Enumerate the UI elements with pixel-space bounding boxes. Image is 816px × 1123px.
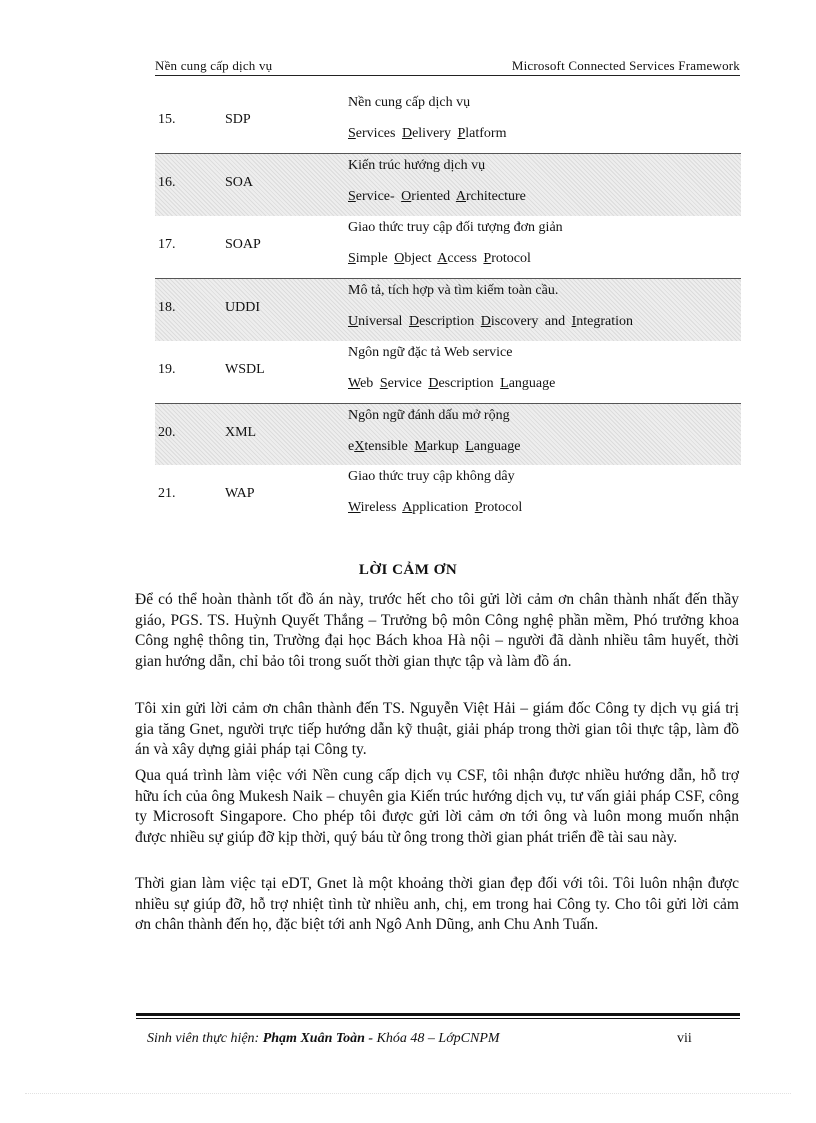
vietnamese-meaning: Ngôn ngữ đánh dấu mở rộng xyxy=(348,407,510,423)
vietnamese-meaning: Giao thức truy cập đối tượng đơn giản xyxy=(348,219,563,235)
page-footer xyxy=(147,1031,707,1047)
class-info: Khóa 48 – LớpCNPM xyxy=(376,1031,500,1046)
page-edge-dotted-line xyxy=(25,1093,791,1094)
student-name: Phạm Xuân Toàn - xyxy=(262,1031,377,1046)
header-right-title: Microsoft Connected Services Framework xyxy=(511,58,740,73)
footer-rule-thin xyxy=(136,1018,740,1019)
acknowledgement-paragraph: Qua quá trình làm việc với Nền cung cấp dịch vụ CSF, tôi nhận được nhiều hướng dẫn, hỗ trợ hữu ích của ông Mukesh Naik – chuyên gia Kiến trúc hướng dịch vụ, tư vấn giải pháp CSF, công ty Microsoft Singapore. Cho phép tôi được gửi lời cảm ơn tới ông và luôn mong muốn nhận được nhiều sự giúp đỡ kịp thời, quý báu từ ông trong thời gian phát triển đề tài sau này. xyxy=(135,767,739,846)
row-number: 15. xyxy=(158,112,176,127)
english-expansion: Service- Oriented Architecture xyxy=(348,189,526,205)
page-number: vii xyxy=(677,1031,692,1046)
row-number: 20. xyxy=(158,424,176,440)
table-row xyxy=(155,278,741,340)
abbreviation-code: SDP xyxy=(225,112,251,127)
header-rule xyxy=(155,75,740,76)
abbreviation-code: XML xyxy=(225,424,257,440)
row-number: 16. xyxy=(158,175,176,191)
abbreviation-code: WSDL xyxy=(225,361,265,377)
abbreviation-code: UDDI xyxy=(225,300,260,316)
english-expansion: Simple Object Access Protocol xyxy=(348,250,531,266)
english-expansion: Services Delivery Platform xyxy=(348,126,507,141)
acknowledgement-title: LỜI CẢM ƠN xyxy=(358,562,458,578)
row-number: 17. xyxy=(158,236,176,252)
abbreviation-table xyxy=(155,91,741,528)
vietnamese-meaning: Kiến trúc hướng dịch vụ xyxy=(348,158,486,174)
table-row xyxy=(155,403,741,465)
acknowledgement-paragraph: Tôi xin gửi lời cảm ơn chân thành đến TS. Nguyễn Việt Hải – giám đốc Công ty dịch vụ giá trị gia tăng Gnet, người trực tiếp hướng dẫn kỹ thuật, giải pháp trong thời gian tôi thực tập, làm đồ án và xây dựng giải pháp tại Công ty. xyxy=(135,700,739,758)
row-number: 19. xyxy=(158,361,176,377)
vietnamese-meaning: Ngôn ngữ đặc tả Web service xyxy=(348,344,513,360)
abbreviation-code: WAP xyxy=(225,486,255,502)
vietnamese-meaning: Giao thức truy cập không dây xyxy=(348,469,515,485)
english-expansion: Web Service Description Language xyxy=(348,375,556,391)
acknowledgement-paragraph: Thời gian làm việc tại eDT, Gnet là một khoảng thời gian đẹp đối với tôi. Tôi luôn nhận được nhiều sự giúp đỡ, hỗ trợ nhiệt tình từ nhiều anh, chị, em trong hai Công ty. Cho tôi gửi lời cảm ơn chân thành đến họ, đặc biệt tới anh Ngô Anh Dũng, anh Chu Anh Tuấn. xyxy=(135,875,739,933)
table-row xyxy=(155,465,741,527)
vietnamese-meaning: Nền cung cấp dịch vụ xyxy=(348,95,471,110)
table-row xyxy=(155,153,741,215)
abbreviation-code: SOAP xyxy=(225,236,261,252)
acknowledgement-paragraph: Để có thể hoàn thành tốt đồ án này, trước hết cho tôi gửi lời cảm ơn chân thành nhất đến thầy giáo, PGS. TS. Huỳnh Quyết Thắng – Trưởng bộ môn Công nghệ phần mềm, Phó trưởng khoa Công nghệ thông tin, Trường đại học Bách khoa Hà nội – người đã dành nhiều tâm huyết, thời gian hướng dẫn, chỉ bảo tôi trong suốt thời gian thực tập và làm đồ án. xyxy=(135,591,739,670)
english-expansion: Wireless Application Protocol xyxy=(348,500,523,516)
header-left-title: Nền cung cấp dịch vụ xyxy=(155,58,273,73)
running-header xyxy=(155,58,740,76)
footer-rule xyxy=(136,1013,740,1016)
table-row xyxy=(155,216,741,278)
english-expansion: Universal Description Discovery and Integration xyxy=(348,314,634,330)
row-number: 18. xyxy=(158,300,176,316)
table-row xyxy=(155,341,741,403)
row-number: 21. xyxy=(158,486,176,502)
english-expansion: eXtensible Markup Language xyxy=(348,438,521,454)
vietnamese-meaning: Mô tả, tích hợp và tìm kiếm toàn cầu. xyxy=(348,283,559,299)
footer-label: Sinh viên thực hiện: xyxy=(147,1031,263,1046)
abbreviation-code: SOA xyxy=(225,175,254,191)
table-row xyxy=(155,91,741,153)
